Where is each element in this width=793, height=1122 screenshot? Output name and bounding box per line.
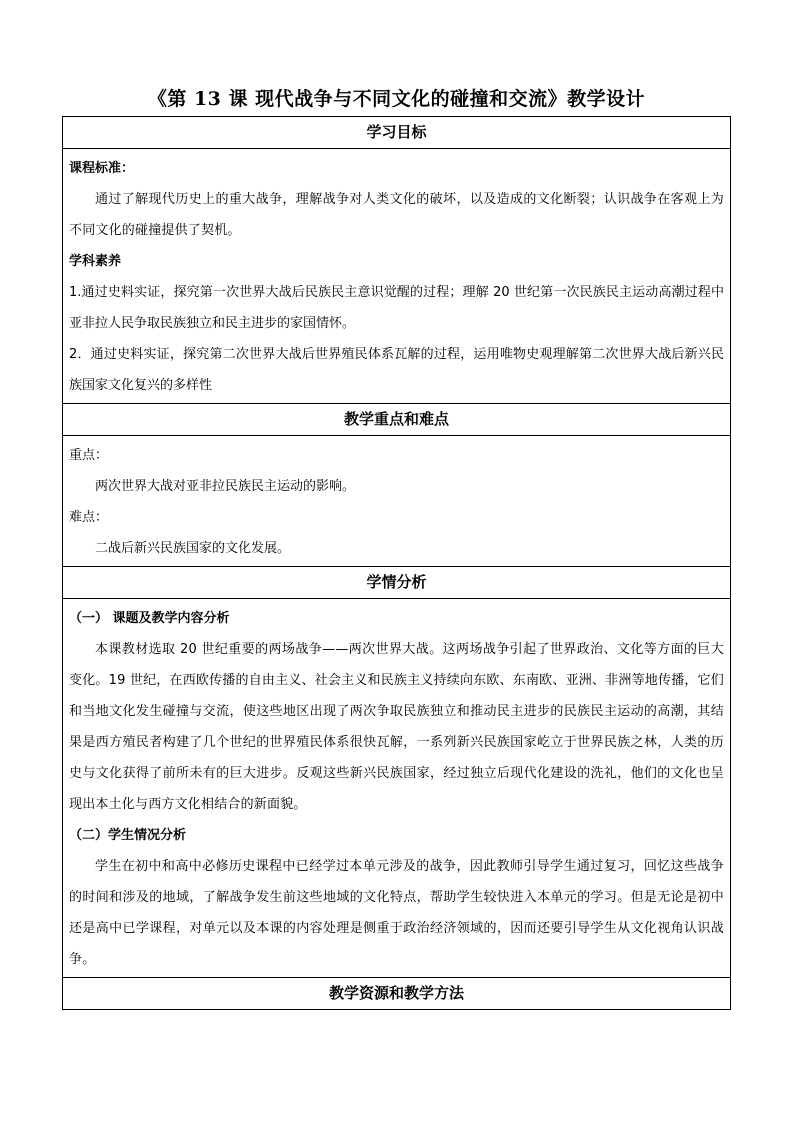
student-analysis-cell [63,599,730,978]
key-points-cell [63,436,730,567]
section-header-key-points: 教学重点和难点 [63,404,730,436]
section-header-resources-methods: 教学资源和教学方法 [328,984,464,1002]
section-header-student-analysis: 学情分析 [63,567,730,599]
section-header-learning-goals: 学习目标 [63,117,730,149]
student-situation-label: （二）学生情况分析 [69,828,187,843]
lesson-plan-table [62,116,731,1010]
key-point-label: 重点： [69,448,109,463]
content-analysis-label: （一） 课题及教学内容分析 [69,611,230,626]
difficult-point-label: 难点： [69,510,109,525]
content-analysis-text: 本课教材选取 20 世纪重要的两场战争——两次世界大战。这两场战争引起了世界政治、文化等方面的巨大变化。19 世纪，在西欧传播的自由主义、社会主义和民族主义持续向东欧、东南欧、亚洲、非洲等地传播，它们和当地文化发生碰撞与交流，使这些地区出现了两次争取民族独立和推动民主进步的民族民主运动的高潮，其结果是西方殖民者构建了几个世纪的世界殖民体系很快瓦解，一系列新兴民族国家屹立于世界民族之林，人类的历史与文化获得了前所未有的巨大进步。反观这些新兴民族国家，经过独立后现代化建设的洗礼，他们的文化也呈现出本土化与西方文化相结合的新面貌。 [69,642,724,812]
subject-literacy-item-1: 1.通过史料实证，探究第一次世界大战后民族民主意识觉醒的过程；理解 20 世纪第一次民族民主运动高潮过程中亚非拉人民争取民族独立和民主进步的家国情怀。 [69,285,724,331]
subject-literacy-label: 学科素养 [69,254,122,269]
difficult-point-text: 二战后新兴民族国家的文化发展。 [95,541,291,556]
curriculum-standard-label: 课程标准： [69,161,135,176]
student-situation-text: 学生在初中和高中必修历史课程中已经学过本单元涉及的战争，因此教师引导学生通过复习，回忆这些战争的时间和涉及的地域，了解战争发生前这些地域的文化特点，帮助学生较快进入本单元的学习。但是无论是初中还是高中已学课程，对单元以及本课的内容处理是侧重于政治经济领域的，因而还要引导学生从文化视角认识战争。 [69,859,724,967]
page-title: 《第 13 课 现代战争与不同文化的碰撞和交流》教学设计 [147,88,646,110]
subject-literacy-item-2: 2．通过史料实证，探究第二次世界大战后世界殖民体系瓦解的过程，运用唯物史观理解第二次世界大战后新兴民族国家文化复兴的多样性 [69,347,724,393]
key-point-text: 两次世界大战对亚非拉民族民主运动的影响。 [95,479,356,494]
curriculum-standard-text: 通过了解现代历史上的重大战争，理解战争对人类文化的破坏，以及造成的文化断裂；认识战争在客观上为不同文化的碰撞提供了契机。 [69,192,724,238]
learning-goals-cell [63,149,730,404]
